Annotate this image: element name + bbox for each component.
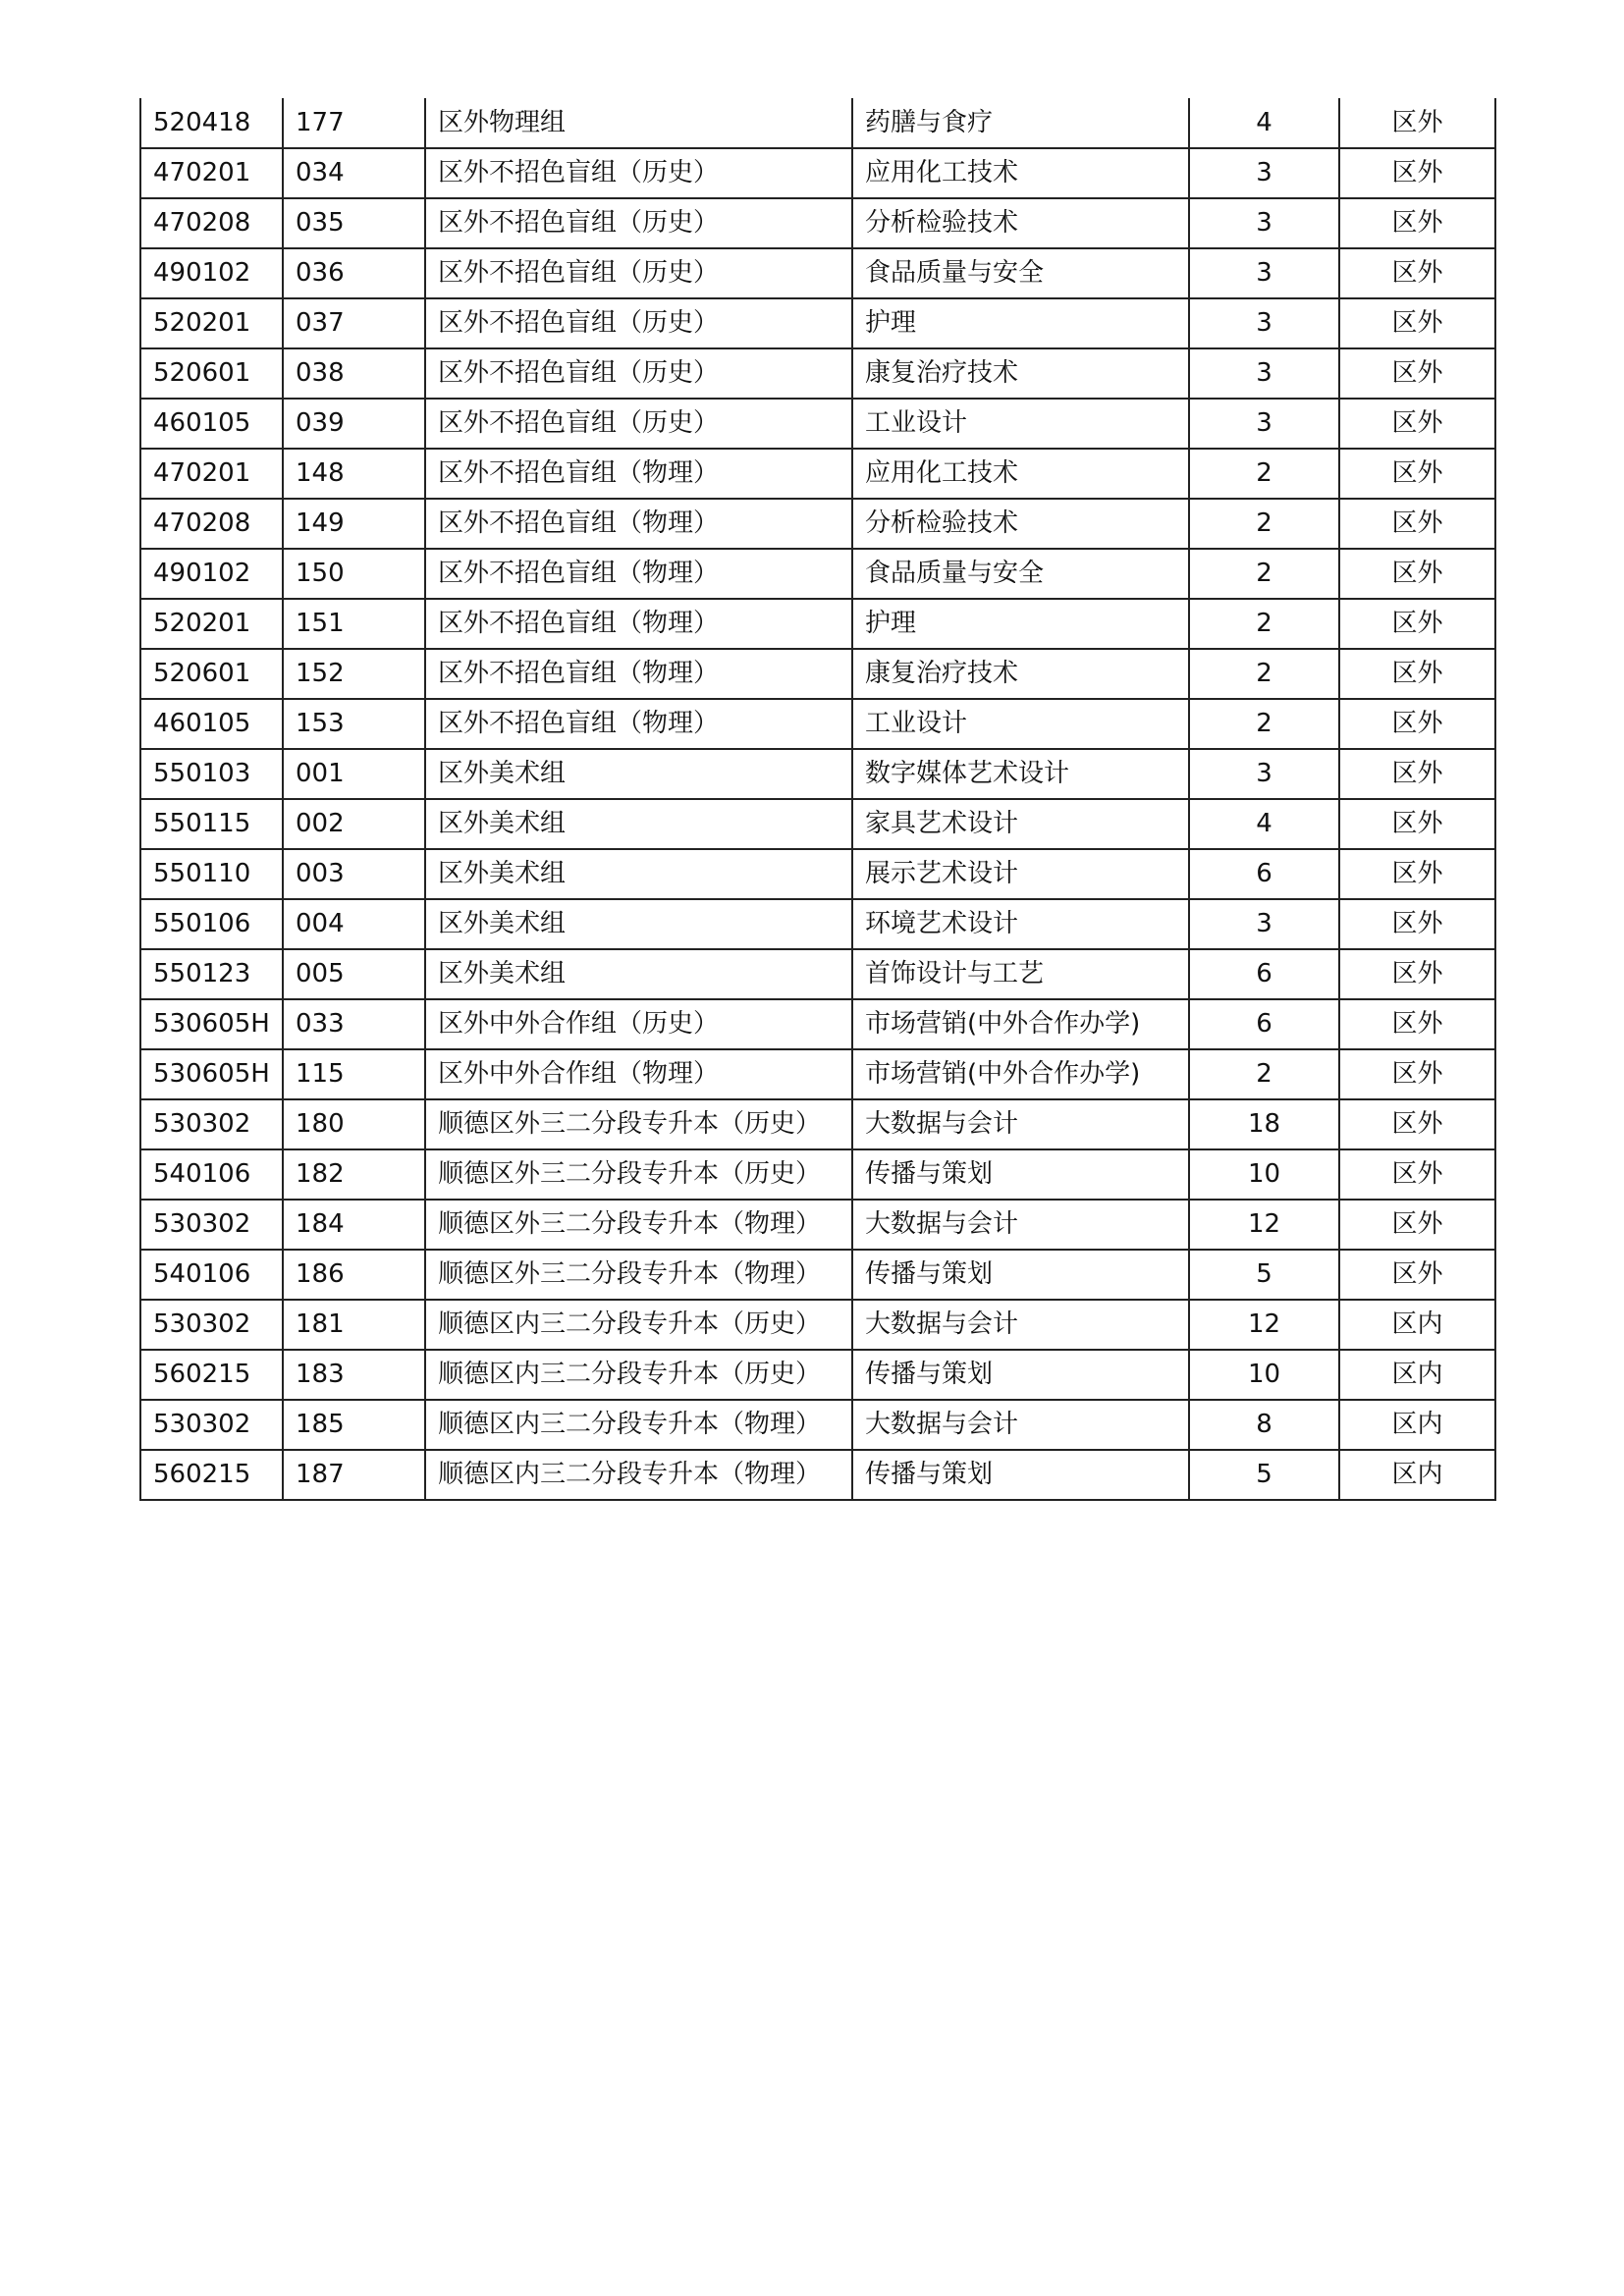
major-code-cell: 520418 (140, 98, 283, 148)
major-name-cell: 数字媒体艺术设计 (852, 749, 1189, 799)
area-cell: 区外 (1339, 98, 1495, 148)
major-code-cell: 530605H (140, 1049, 283, 1099)
table-row (140, 949, 1495, 999)
group-code-cell: 180 (283, 1099, 425, 1149)
group-code-cell: 153 (283, 699, 425, 749)
major-code-cell: 530302 (140, 1099, 283, 1149)
area-cell: 区内 (1339, 1350, 1495, 1400)
plan-count-cell: 5 (1189, 1450, 1339, 1500)
group-name-cell: 区外中外合作组（历史） (425, 999, 852, 1049)
group-name-cell: 顺德区内三二分段专升本（历史） (425, 1350, 852, 1400)
table-row (140, 248, 1495, 298)
major-code-cell: 550106 (140, 899, 283, 949)
major-code-cell: 520601 (140, 649, 283, 699)
group-code-cell: 115 (283, 1049, 425, 1099)
area-cell: 区外 (1339, 1149, 1495, 1200)
group-code-cell: 181 (283, 1300, 425, 1350)
group-code-cell: 187 (283, 1450, 425, 1500)
plan-count-cell: 4 (1189, 799, 1339, 849)
plan-count-cell: 10 (1189, 1350, 1339, 1400)
area-cell: 区外 (1339, 899, 1495, 949)
major-name-cell: 护理 (852, 599, 1189, 649)
plan-count-cell: 3 (1189, 749, 1339, 799)
plan-count-cell: 3 (1189, 248, 1339, 298)
major-name-cell: 环境艺术设计 (852, 899, 1189, 949)
area-cell: 区外 (1339, 799, 1495, 849)
major-code-cell: 540106 (140, 1250, 283, 1300)
group-code-cell: 039 (283, 399, 425, 449)
table-row (140, 499, 1495, 549)
group-code-cell: 177 (283, 98, 425, 148)
major-name-cell: 大数据与会计 (852, 1300, 1189, 1350)
major-code-cell: 490102 (140, 248, 283, 298)
table-row (140, 999, 1495, 1049)
group-name-cell: 顺德区外三二分段专升本（历史） (425, 1149, 852, 1200)
area-cell: 区外 (1339, 549, 1495, 599)
table-body (140, 98, 1495, 1500)
major-name-cell: 大数据与会计 (852, 1099, 1189, 1149)
table-row (140, 98, 1495, 148)
group-code-cell: 034 (283, 148, 425, 198)
area-cell: 区外 (1339, 849, 1495, 899)
group-code-cell: 149 (283, 499, 425, 549)
plan-count-cell: 2 (1189, 449, 1339, 499)
major-code-cell: 460105 (140, 699, 283, 749)
group-name-cell: 区外美术组 (425, 949, 852, 999)
plan-count-cell: 5 (1189, 1250, 1339, 1300)
plan-count-cell: 10 (1189, 1149, 1339, 1200)
group-name-cell: 区外物理组 (425, 98, 852, 148)
group-code-cell: 152 (283, 649, 425, 699)
table-row (140, 899, 1495, 949)
major-code-cell: 550115 (140, 799, 283, 849)
major-name-cell: 食品质量与安全 (852, 549, 1189, 599)
major-code-cell: 530302 (140, 1300, 283, 1350)
group-name-cell: 区外美术组 (425, 899, 852, 949)
group-name-cell: 顺德区外三二分段专升本（物理） (425, 1200, 852, 1250)
plan-count-cell: 2 (1189, 649, 1339, 699)
major-code-cell: 520601 (140, 348, 283, 399)
table-row (140, 749, 1495, 799)
group-name-cell: 区外美术组 (425, 849, 852, 899)
major-code-cell: 490102 (140, 549, 283, 599)
major-code-cell: 560215 (140, 1450, 283, 1500)
group-code-cell: 183 (283, 1350, 425, 1400)
table-row (140, 348, 1495, 399)
major-name-cell: 家具艺术设计 (852, 799, 1189, 849)
group-name-cell: 区外不招色盲组（历史） (425, 399, 852, 449)
major-code-cell: 530302 (140, 1200, 283, 1250)
group-name-cell: 顺德区内三二分段专升本（物理） (425, 1450, 852, 1500)
major-name-cell: 工业设计 (852, 399, 1189, 449)
major-code-cell: 550110 (140, 849, 283, 899)
table-row (140, 1200, 1495, 1250)
table-row (140, 198, 1495, 248)
group-code-cell: 002 (283, 799, 425, 849)
major-name-cell: 市场营销(中外合作办学) (852, 1049, 1189, 1099)
group-code-cell: 038 (283, 348, 425, 399)
group-name-cell: 顺德区内三二分段专升本（历史） (425, 1300, 852, 1350)
plan-count-cell: 2 (1189, 699, 1339, 749)
major-name-cell: 传播与策划 (852, 1250, 1189, 1300)
plan-count-cell: 2 (1189, 499, 1339, 549)
group-code-cell: 035 (283, 198, 425, 248)
area-cell: 区外 (1339, 248, 1495, 298)
area-cell: 区外 (1339, 699, 1495, 749)
group-name-cell: 顺德区外三二分段专升本（物理） (425, 1250, 852, 1300)
area-cell: 区外 (1339, 1200, 1495, 1250)
plan-count-cell: 2 (1189, 599, 1339, 649)
major-name-cell: 首饰设计与工艺 (852, 949, 1189, 999)
plan-count-cell: 3 (1189, 899, 1339, 949)
table-row (140, 1350, 1495, 1400)
table-row (140, 549, 1495, 599)
table-row (140, 1049, 1495, 1099)
group-code-cell: 185 (283, 1400, 425, 1450)
major-code-cell: 460105 (140, 399, 283, 449)
area-cell: 区外 (1339, 449, 1495, 499)
major-code-cell: 470208 (140, 198, 283, 248)
major-name-cell: 护理 (852, 298, 1189, 348)
group-code-cell: 151 (283, 599, 425, 649)
plan-count-cell: 3 (1189, 399, 1339, 449)
table-row (140, 1400, 1495, 1450)
major-name-cell: 工业设计 (852, 699, 1189, 749)
plan-count-cell: 12 (1189, 1200, 1339, 1250)
plan-count-cell: 2 (1189, 549, 1339, 599)
major-name-cell: 分析检验技术 (852, 198, 1189, 248)
table-row (140, 799, 1495, 849)
group-name-cell: 区外不招色盲组（物理） (425, 499, 852, 549)
table-row (140, 1149, 1495, 1200)
table-row (140, 849, 1495, 899)
group-code-cell: 033 (283, 999, 425, 1049)
major-name-cell: 市场营销(中外合作办学) (852, 999, 1189, 1049)
table-row (140, 1300, 1495, 1350)
major-name-cell: 药膳与食疗 (852, 98, 1189, 148)
group-code-cell: 186 (283, 1250, 425, 1300)
group-name-cell: 区外不招色盲组（历史） (425, 198, 852, 248)
plan-count-cell: 6 (1189, 949, 1339, 999)
plan-count-cell: 18 (1189, 1099, 1339, 1149)
group-code-cell: 150 (283, 549, 425, 599)
major-name-cell: 展示艺术设计 (852, 849, 1189, 899)
major-code-cell: 470208 (140, 499, 283, 549)
major-name-cell: 食品质量与安全 (852, 248, 1189, 298)
area-cell: 区外 (1339, 399, 1495, 449)
plan-count-cell: 3 (1189, 348, 1339, 399)
group-name-cell: 区外不招色盲组（物理） (425, 699, 852, 749)
major-code-cell: 520201 (140, 599, 283, 649)
major-name-cell: 大数据与会计 (852, 1200, 1189, 1250)
plan-count-cell: 3 (1189, 148, 1339, 198)
area-cell: 区外 (1339, 599, 1495, 649)
plan-count-cell: 6 (1189, 849, 1339, 899)
major-code-cell: 530605H (140, 999, 283, 1049)
group-name-cell: 区外不招色盲组（物理） (425, 549, 852, 599)
area-cell: 区外 (1339, 949, 1495, 999)
area-cell: 区外 (1339, 1250, 1495, 1300)
major-name-cell: 应用化工技术 (852, 449, 1189, 499)
group-name-cell: 区外中外合作组（物理） (425, 1049, 852, 1099)
major-code-cell: 550123 (140, 949, 283, 999)
group-name-cell: 区外不招色盲组（物理） (425, 599, 852, 649)
major-name-cell: 应用化工技术 (852, 148, 1189, 198)
major-code-cell: 530302 (140, 1400, 283, 1450)
group-name-cell: 区外美术组 (425, 749, 852, 799)
major-code-cell: 540106 (140, 1149, 283, 1200)
major-code-cell: 470201 (140, 449, 283, 499)
plan-count-cell: 3 (1189, 198, 1339, 248)
area-cell: 区内 (1339, 1300, 1495, 1350)
table-row (140, 599, 1495, 649)
area-cell: 区外 (1339, 348, 1495, 399)
table-row (140, 148, 1495, 198)
major-name-cell: 康复治疗技术 (852, 649, 1189, 699)
group-code-cell: 148 (283, 449, 425, 499)
group-code-cell: 001 (283, 749, 425, 799)
major-code-cell: 560215 (140, 1350, 283, 1400)
group-code-cell: 005 (283, 949, 425, 999)
table-row (140, 1250, 1495, 1300)
plan-count-cell: 12 (1189, 1300, 1339, 1350)
area-cell: 区外 (1339, 749, 1495, 799)
table-row (140, 298, 1495, 348)
group-name-cell: 区外不招色盲组（物理） (425, 449, 852, 499)
group-code-cell: 004 (283, 899, 425, 949)
area-cell: 区内 (1339, 1450, 1495, 1500)
area-cell: 区外 (1339, 198, 1495, 248)
plan-count-cell: 2 (1189, 1049, 1339, 1099)
major-code-cell: 470201 (140, 148, 283, 198)
area-cell: 区外 (1339, 1049, 1495, 1099)
major-name-cell: 传播与策划 (852, 1350, 1189, 1400)
group-code-cell: 037 (283, 298, 425, 348)
table-row (140, 1450, 1495, 1500)
group-code-cell: 036 (283, 248, 425, 298)
group-name-cell: 区外不招色盲组（历史） (425, 298, 852, 348)
enrollment-plan-table (139, 98, 1496, 1501)
table-row (140, 399, 1495, 449)
plan-count-cell: 4 (1189, 98, 1339, 148)
plan-count-cell: 6 (1189, 999, 1339, 1049)
table-row (140, 449, 1495, 499)
table-row (140, 1099, 1495, 1149)
major-name-cell: 分析检验技术 (852, 499, 1189, 549)
major-code-cell: 550103 (140, 749, 283, 799)
group-name-cell: 顺德区内三二分段专升本（物理） (425, 1400, 852, 1450)
area-cell: 区外 (1339, 999, 1495, 1049)
group-name-cell: 区外美术组 (425, 799, 852, 849)
area-cell: 区外 (1339, 649, 1495, 699)
major-name-cell: 大数据与会计 (852, 1400, 1189, 1450)
major-name-cell: 传播与策划 (852, 1450, 1189, 1500)
document-page (139, 98, 1494, 1501)
major-code-cell: 520201 (140, 298, 283, 348)
major-name-cell: 传播与策划 (852, 1149, 1189, 1200)
group-code-cell: 184 (283, 1200, 425, 1250)
plan-count-cell: 8 (1189, 1400, 1339, 1450)
group-code-cell: 182 (283, 1149, 425, 1200)
group-name-cell: 区外不招色盲组（历史） (425, 148, 852, 198)
area-cell: 区外 (1339, 148, 1495, 198)
group-code-cell: 003 (283, 849, 425, 899)
group-name-cell: 区外不招色盲组（历史） (425, 248, 852, 298)
area-cell: 区内 (1339, 1400, 1495, 1450)
area-cell: 区外 (1339, 499, 1495, 549)
major-name-cell: 康复治疗技术 (852, 348, 1189, 399)
table-row (140, 649, 1495, 699)
group-name-cell: 顺德区外三二分段专升本（历史） (425, 1099, 852, 1149)
area-cell: 区外 (1339, 298, 1495, 348)
group-name-cell: 区外不招色盲组（历史） (425, 348, 852, 399)
area-cell: 区外 (1339, 1099, 1495, 1149)
table-row (140, 699, 1495, 749)
group-name-cell: 区外不招色盲组（物理） (425, 649, 852, 699)
plan-count-cell: 3 (1189, 298, 1339, 348)
